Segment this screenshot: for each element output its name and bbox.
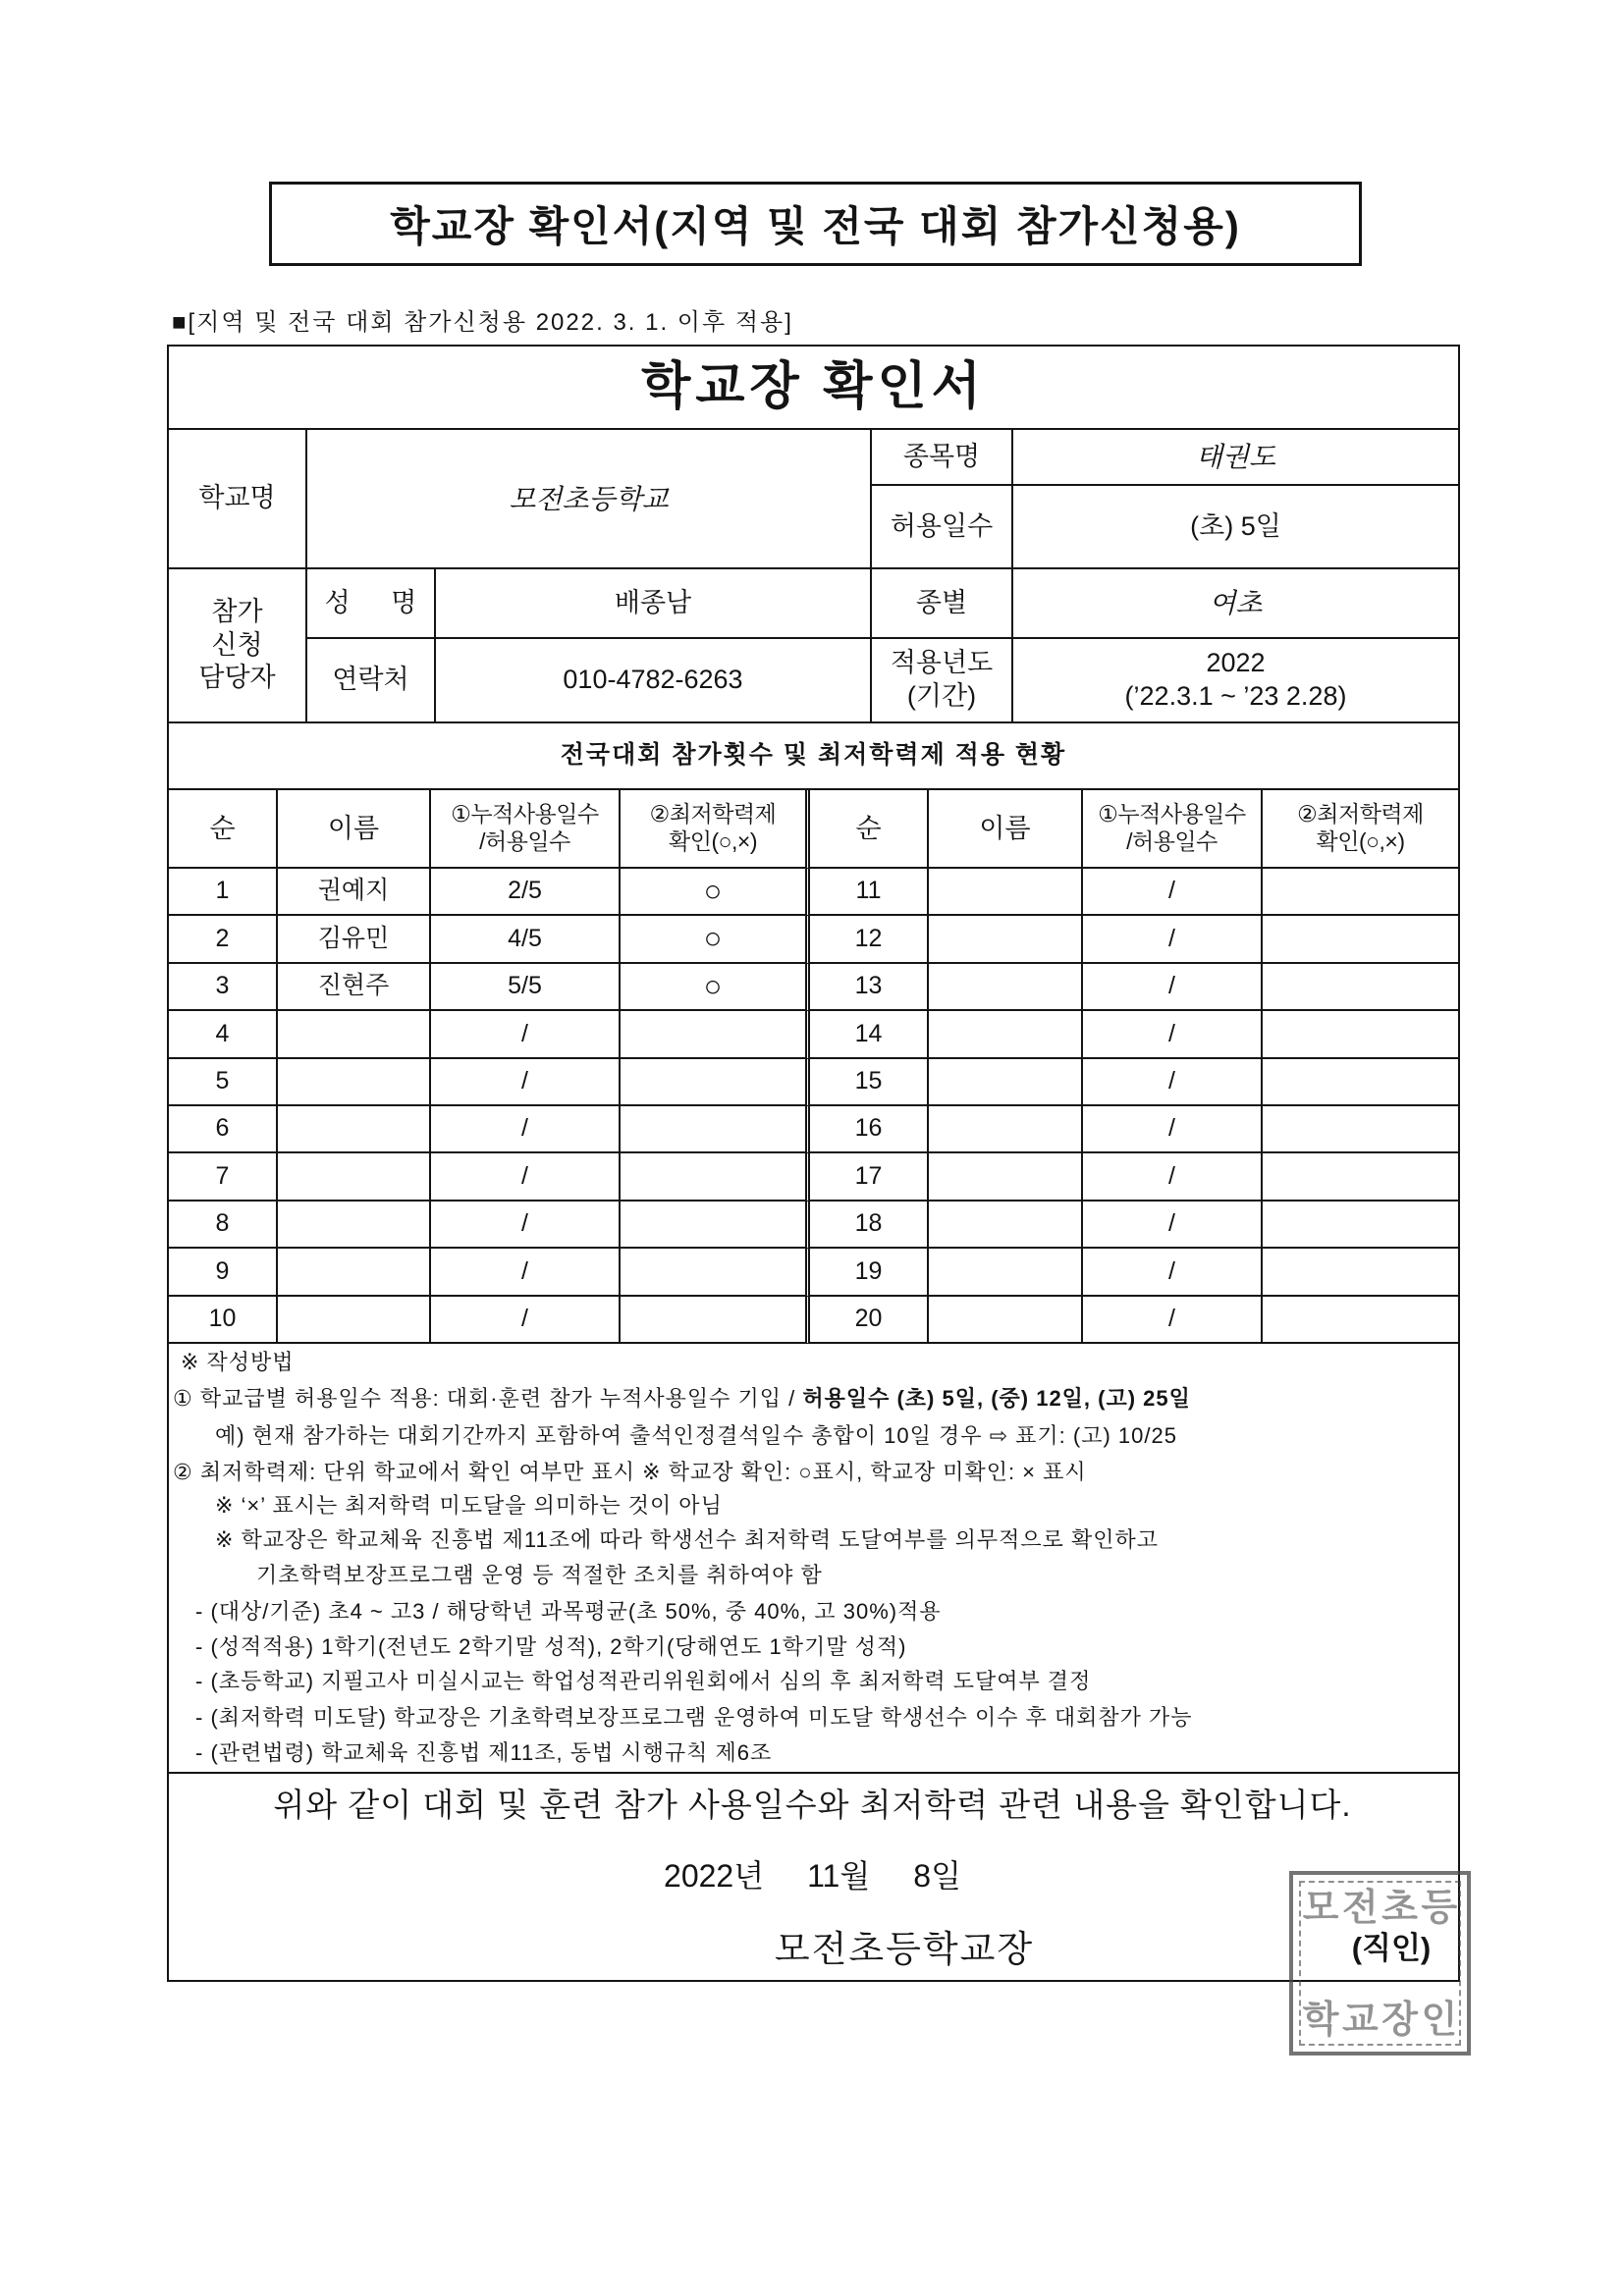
- instruction-item-2: ② 최저학력제: 단위 학교에서 확인 여부만 표시 ※ 학교장 확인: ○표시, 학교장 미확인: × 표시: [173, 1460, 1087, 1484]
- principal-title: 모전초등학교장: [774, 1929, 1035, 1969]
- applied-year-value: [1013, 639, 1460, 723]
- criteria-item: - (최저학력 미도달) 학교장은 기초학력보장프로그램 운영하여 미도달 학생선수 이수 후 대회참가 가능: [195, 1705, 1193, 1730]
- contact-value: 010-4782-6263: [436, 639, 872, 723]
- record-check-cell: [621, 1059, 810, 1106]
- seal-label: (직인): [1351, 1931, 1432, 1965]
- record-no-cell: 5: [169, 1059, 278, 1106]
- record-name-cell: [929, 1106, 1083, 1153]
- record-no-cell: 7: [169, 1153, 278, 1201]
- instruction-example: 예) 현재 참가하는 대회기간까지 포함하여 출석인정결석일수 총합이 10일 경우 ⇨ 표기: (고) 10/25: [215, 1423, 1177, 1448]
- school-name-value: 모전초등학교: [307, 430, 872, 569]
- record-name-cell: [929, 869, 1083, 916]
- record-no-cell: 8: [169, 1201, 278, 1249]
- records-section-title: 전국대회 참가횟수 및 최저학력제 적용 현황: [169, 723, 1460, 790]
- record-no-cell: 12: [810, 916, 929, 964]
- date-year: 2022년: [664, 1858, 765, 1894]
- contact-label: 연락처: [307, 639, 436, 723]
- manager-label-line: 담당자: [198, 663, 276, 693]
- record-check-cell: [621, 1297, 810, 1344]
- header-cumulative-days: [1083, 790, 1263, 869]
- record-name-cell: [278, 1297, 431, 1344]
- record-check-cell: [621, 1249, 810, 1297]
- header-cumulative-days-line: /허용일수: [479, 828, 570, 854]
- record-no-cell: 17: [810, 1153, 929, 1201]
- record-check-cell: [621, 1153, 810, 1201]
- applicability-notice: ■[지역 및 전국 대회 참가신청용 2022. 3. 1. 이후 적용]: [172, 309, 793, 336]
- record-days-cell: /: [1083, 916, 1263, 964]
- header-name: 이름: [278, 790, 431, 869]
- applied-year-label-line: 적용년도: [890, 648, 994, 678]
- record-name-cell: [929, 916, 1083, 964]
- applied-year: 2022: [1206, 648, 1266, 678]
- form-heading: 학교장 확인서: [169, 347, 1460, 430]
- manager-name-label: 성 명: [307, 569, 436, 639]
- record-check-cell: [1263, 1106, 1460, 1153]
- criteria-item: - (관련법령) 학교체육 진흥법 제11조, 동법 시행규칙 제6조: [195, 1740, 773, 1765]
- record-days-cell: /: [1083, 1059, 1263, 1106]
- confirmation-form: [167, 345, 1460, 1982]
- seal-character: 초: [1381, 1885, 1418, 1929]
- seal-character: 인: [1421, 1997, 1458, 2041]
- confirmation-statement: 위와 같이 대회 및 훈련 참가 사용일수와 최저학력 관련 내용을 확인합니다.: [273, 1787, 1352, 1823]
- record-check-cell: [621, 1201, 810, 1249]
- instruction-item-1-text: ① 학교급별 허용일수 적용: 대회·훈련 참가 누적사용일수 기입 /: [173, 1386, 803, 1411]
- record-no-cell: 6: [169, 1106, 278, 1153]
- category-label: 종별: [872, 569, 1013, 639]
- category-value: 여초: [1013, 569, 1460, 639]
- record-no-cell: 1: [169, 869, 278, 916]
- record-no-cell: 11: [810, 869, 929, 916]
- record-no-cell: 10: [169, 1297, 278, 1344]
- record-days-cell: 5/5: [431, 964, 621, 1011]
- record-days-cell: /: [1083, 1106, 1263, 1153]
- header-cumulative-days-line: ①누적사용일수: [1098, 801, 1246, 828]
- instruction-note: ※ ‘×’ 표시는 최저학력 미도달을 의미하는 것이 아님: [215, 1493, 723, 1518]
- record-check-cell: ○: [621, 964, 810, 1011]
- record-name-cell: [929, 964, 1083, 1011]
- record-name-cell: [278, 1011, 431, 1059]
- record-days-cell: /: [1083, 1153, 1263, 1201]
- record-days-cell: /: [431, 1059, 621, 1106]
- instructions-section: [169, 1344, 1460, 1774]
- record-days-cell: /: [431, 1011, 621, 1059]
- record-name-cell: [278, 1106, 431, 1153]
- instructions-title: ※ 작성방법: [181, 1350, 295, 1374]
- date-month: 11월: [807, 1858, 871, 1894]
- record-check-cell: [1263, 1059, 1460, 1106]
- record-no-cell: 4: [169, 1011, 278, 1059]
- record-days-cell: /: [1083, 1297, 1263, 1344]
- manager-label-line: 참가: [211, 596, 263, 626]
- record-name-cell: [929, 1249, 1083, 1297]
- record-name-cell: [929, 1059, 1083, 1106]
- document-title: 학교장 확인서(지역 및 전국 대회 참가신청용): [269, 182, 1362, 266]
- record-days-cell: /: [431, 1153, 621, 1201]
- record-no-cell: 14: [810, 1011, 929, 1059]
- record-days-cell: 2/5: [431, 869, 621, 916]
- criteria-item: - (대상/기준) 초4 ~ 고3 / 해당학년 과목평균(초 50%, 중 40%, 고 30%)적용: [195, 1599, 942, 1624]
- header-cumulative-days-line: /허용일수: [1126, 828, 1218, 854]
- record-no-cell: 2: [169, 916, 278, 964]
- record-name-cell: [278, 1153, 431, 1201]
- record-check-cell: [1263, 916, 1460, 964]
- seal-character: 전: [1342, 1885, 1379, 1929]
- record-name-cell: [929, 1297, 1083, 1344]
- record-days-cell: /: [431, 1201, 621, 1249]
- date-day: 8일: [913, 1858, 961, 1894]
- record-name-cell: [278, 1059, 431, 1106]
- header-cumulative-days-line: ①누적사용일수: [451, 801, 599, 828]
- header-min-achievement-line: ②최저학력제: [649, 801, 777, 828]
- manager-label-line: 신청: [211, 629, 263, 660]
- record-check-cell: [1263, 964, 1460, 1011]
- header-name: 이름: [929, 790, 1083, 869]
- allowed-days-value: (초) 5일: [1013, 486, 1460, 569]
- record-days-cell: /: [1083, 1201, 1263, 1249]
- record-name-cell: [278, 1201, 431, 1249]
- record-days-cell: /: [1083, 964, 1263, 1011]
- record-no-cell: 19: [810, 1249, 929, 1297]
- record-check-cell: [1263, 869, 1460, 916]
- record-check-cell: [1263, 1297, 1460, 1344]
- header-min-achievement: [621, 790, 810, 869]
- sport-label: 종목명: [872, 430, 1013, 486]
- seal-character: 학: [1302, 1997, 1339, 2041]
- record-check-cell: [1263, 1011, 1460, 1059]
- record-name-cell: [929, 1201, 1083, 1249]
- record-check-cell: [1263, 1249, 1460, 1297]
- instruction-note: ※ 학교장은 학교체육 진흥법 제11조에 따라 학생선수 최저학력 도달여부를 의무적으로 확인하고: [215, 1527, 1159, 1552]
- record-check-cell: [1263, 1201, 1460, 1249]
- seal-character: 장: [1381, 1997, 1418, 2041]
- record-check-cell: ○: [621, 869, 810, 916]
- applied-year-label-line: (기간): [906, 681, 977, 711]
- record-no-cell: 16: [810, 1106, 929, 1153]
- record-days-cell: /: [1083, 1249, 1263, 1297]
- record-no-cell: 13: [810, 964, 929, 1011]
- applied-period: (’22.3.1 ~ ’23 2.28): [1124, 681, 1347, 711]
- record-name-cell: [929, 1153, 1083, 1201]
- criteria-item: - (성적적용) 1학기(전년도 2학기말 성적), 2학기(당해연도 1학기말 성적): [195, 1634, 907, 1659]
- applied-year-label: [872, 639, 1013, 723]
- manager-label: [169, 569, 307, 723]
- sport-value: 태권도: [1013, 430, 1460, 486]
- instruction-item-1-emphasis: 허용일수 (초) 5일, (중) 12일, (고) 25일: [802, 1386, 1191, 1411]
- record-no-cell: 9: [169, 1249, 278, 1297]
- record-check-cell: [1263, 1153, 1460, 1201]
- confirmation-date: [169, 1854, 1456, 1897]
- confirmation-section: [169, 1774, 1460, 1982]
- record-days-cell: /: [431, 1297, 621, 1344]
- record-no-cell: 20: [810, 1297, 929, 1344]
- record-name-cell: [929, 1011, 1083, 1059]
- header-min-achievement-line: ②최저학력제: [1297, 801, 1424, 828]
- record-days-cell: /: [1083, 869, 1263, 916]
- header-cumulative-days: [431, 790, 621, 869]
- record-days-cell: /: [431, 1106, 621, 1153]
- header-no: 순: [169, 790, 278, 869]
- header-no: 순: [810, 790, 929, 869]
- manager-name-value: 배종남: [436, 569, 872, 639]
- record-no-cell: 3: [169, 964, 278, 1011]
- header-min-achievement-line: 확인(○,×): [1316, 828, 1405, 854]
- record-check-cell: [621, 1106, 810, 1153]
- record-check-cell: [621, 1011, 810, 1059]
- seal-character: 모: [1302, 1885, 1339, 1929]
- record-name-cell: 권예지: [278, 869, 431, 916]
- record-name-cell: 김유민: [278, 916, 431, 964]
- record-days-cell: 4/5: [431, 916, 621, 964]
- seal-character: 교: [1342, 1997, 1379, 2041]
- record-check-cell: ○: [621, 916, 810, 964]
- record-no-cell: 15: [810, 1059, 929, 1106]
- record-no-cell: 18: [810, 1201, 929, 1249]
- record-days-cell: /: [1083, 1011, 1263, 1059]
- header-min-achievement: [1263, 790, 1460, 869]
- school-name-label: 학교명: [169, 430, 307, 569]
- record-name-cell: 진현주: [278, 964, 431, 1011]
- criteria-item: - (초등학교) 지필고사 미실시교는 학업성적관리위원회에서 심의 후 최저학력 도달여부 결정: [195, 1669, 1092, 1693]
- allowed-days-label: 허용일수: [872, 486, 1013, 569]
- seal-character: 등: [1421, 1885, 1458, 1929]
- instruction-note-continued: 기초학력보장프로그램 운영 등 적절한 조치를 취하여야 함: [256, 1563, 823, 1587]
- header-min-achievement-line: 확인(○,×): [669, 828, 757, 854]
- record-name-cell: [278, 1249, 431, 1297]
- instruction-item-1: [173, 1381, 1191, 1416]
- record-days-cell: /: [431, 1249, 621, 1297]
